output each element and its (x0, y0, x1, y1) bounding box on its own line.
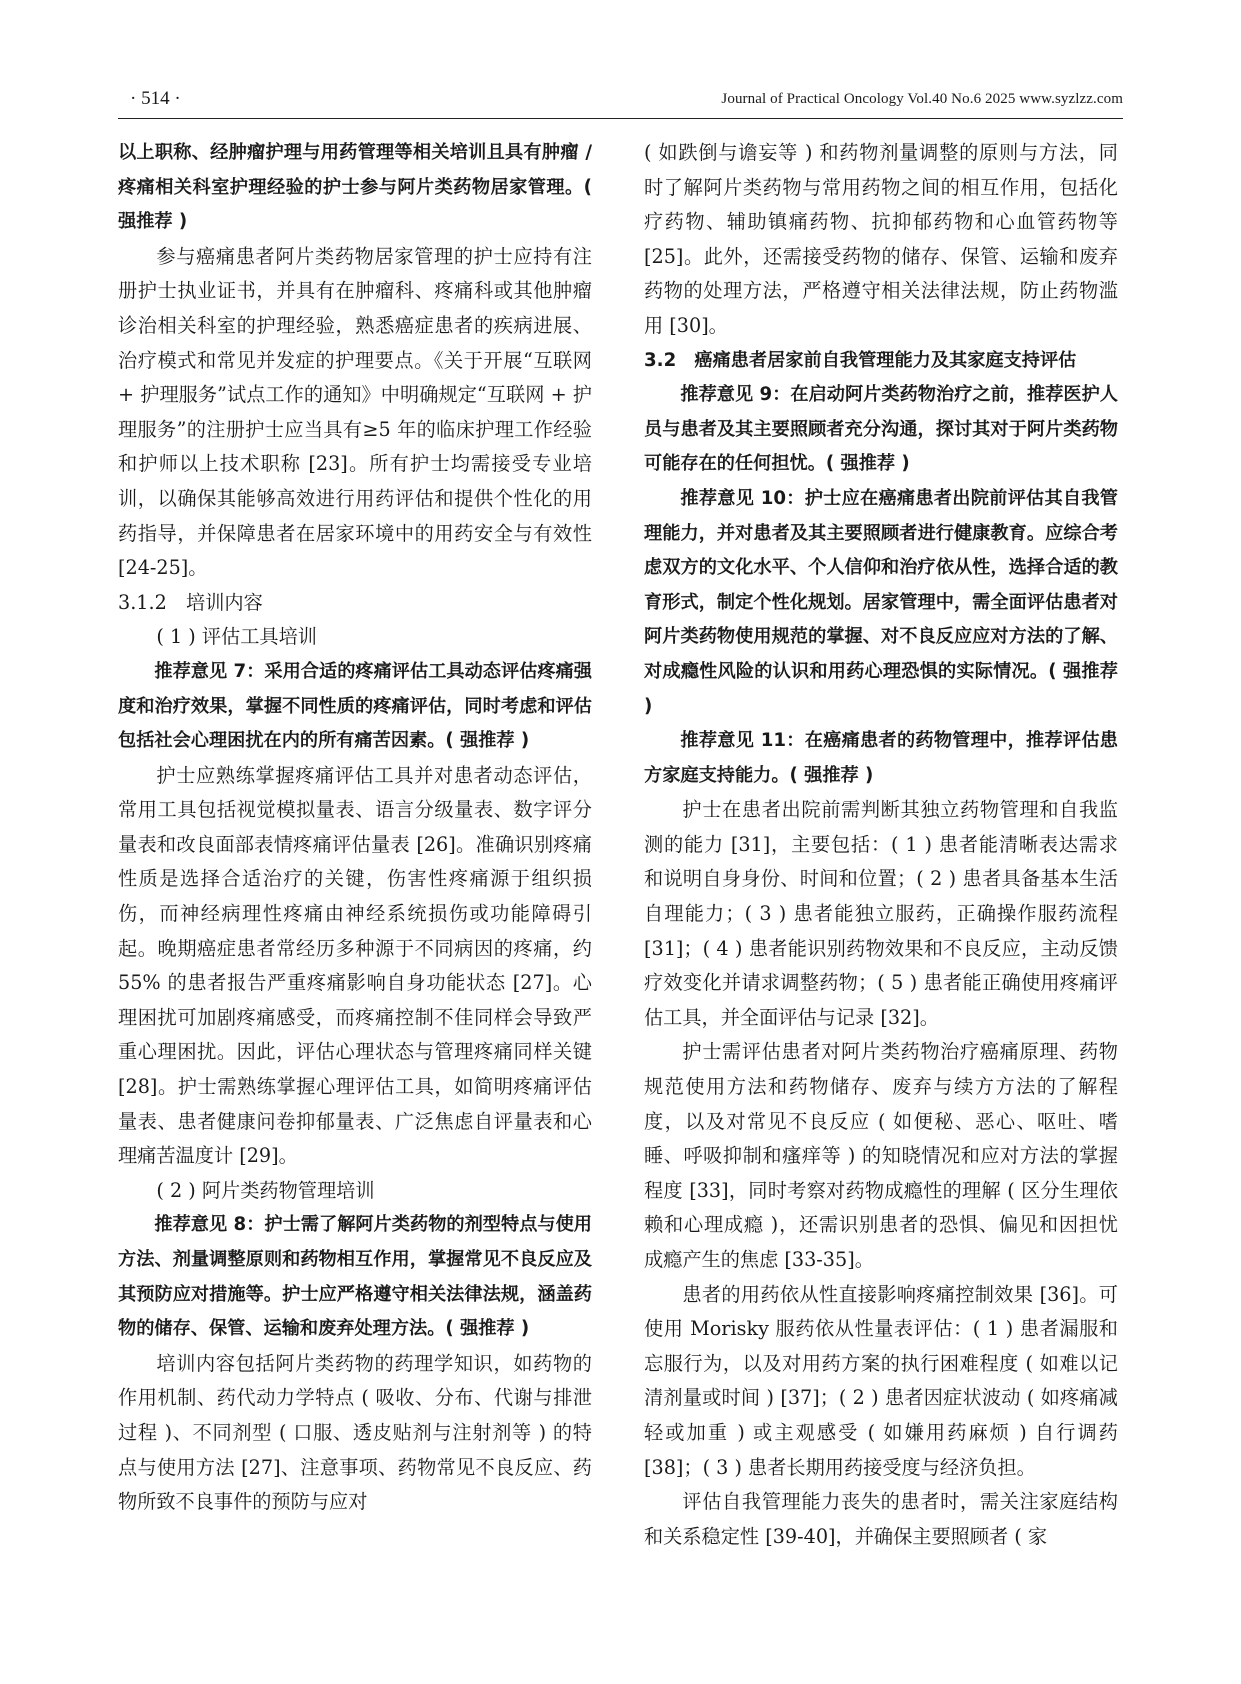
recommendation-7: 推荐意见 7：采用合适的疼痛评估工具动态评估疼痛强度和治疗效果，掌握不同性质的疼痛评估，同时考虑和评估包括社会心理困扰在内的所有痛苦因素。( 强推荐 ) (118, 660, 592, 752)
right-column (644, 136, 1118, 1554)
recommendation-6-continued: 以上职称、经肿瘤护理与用药管理等相关培训且具有肿瘤 / 疼痛相关科室护理经验的护士参与阿片类药物居家管理。( 强推荐 ) (118, 142, 592, 233)
recommendation-11: 推荐意见 11：在癌痛患者的药物管理中，推荐评估患方家庭支持能力。( 强推荐 ) (644, 730, 1118, 786)
section-heading-3-1-2: 3.1.2 培训内容 (118, 590, 263, 614)
paragraph: 评估自我管理能力丧失的患者时，需关注家庭结构和关系稳定性 [39-40]，并确保主要照顾者 ( 家 (644, 1490, 1118, 1548)
running-header (118, 86, 1123, 119)
recommendation-10: 推荐意见 10：护士应在癌痛患者出院前评估其自我管理能力，并对患者及其主要照顾者进行健康教育。应综合考虑双方的文化水平、个人信仰和治疗依从性，选择合适的教育形式，制定个性化规划。居家管理中，需全面评估患者对阿片类药物使用规范的掌握、对不良反应应对方法的了解、对成瘾性风险的认识和用药心理恐惧的实际情况。( 强推荐 ) (644, 487, 1118, 717)
journal-info: Journal of Practical Oncology Vol.40 No.6 2025 www.syzlzz.com (721, 91, 1123, 107)
subheading-opioid-management-training: ( 2 ) 阿片类药物管理培训 (156, 1178, 375, 1202)
recommendation-8: 推荐意见 8：护士需了解阿片类药物的剂型特点与使用方法、剂量调整原则和药物相互作用，掌握常见不良反应及其预防应对措施等。护士应严格遵守相关法律法规，涵盖药物的储存、保管、运输和废弃处理方法。( 强推荐 ) (118, 1214, 592, 1340)
paragraph: 护士在患者出院前需判断其独立药物管理和自我监测的能力 [31]，主要包括：( 1 ) 患者能清晰表达需求和说明自身身份、时间和位置；( 2 ) 患者具备基本生活自理能力；( 3 ) 患者能独立服药，正确操作服药流程 [31]；( 4 ) 患者能识别药物效果和不良反应，主动反馈疗效变化并请求调整药物；( 5 ) 患者能正确使用疼痛评估工具，并全面评估与记录 [32]。 (644, 798, 1118, 1029)
paragraph: 培训内容包括阿片类药物的药理学知识，如药物的作用机制、药代动力学特点 ( 吸收、分布、代谢与排泄过程 )、不同剂型 ( 口服、透皮贴剂与注射剂等 ) 的特点与使用方法 [27]、注意事项、药物常见不良反应、药物所致不良事件的预防与应对 (118, 1351, 592, 1514)
paragraph-continued: ( 如跌倒与谵妄等 ) 和药物剂量调整的原则与方法，同时了解阿片类药物与常用药物之间的相互作用，包括化疗药物、辅助镇痛药物、抗抑郁药物和心血管药物等 [25]。此外，还需接受药物的储存、保管、运输和废弃药物的处理方法，严格遵守相关法律法规，防止药物滥用 [30]。 (644, 141, 1118, 337)
section-heading-3-2: 3.2 癌痛患者居家前自我管理能力及其家庭支持评估 (644, 349, 1077, 371)
subheading-assessment-tool-training: ( 1 ) 评估工具培训 (156, 625, 317, 649)
recommendation-9: 推荐意见 9：在启动阿片类药物治疗之前，推荐医护人员与患者及其主要照顾者充分沟通，探讨其对于阿片类药物可能存在的任何担忧。( 强推荐 ) (644, 384, 1118, 475)
paragraph: 参与癌痛患者阿片类药物居家管理的护士应持有注册护士执业证书，并具有在肿瘤科、疼痛科或其他肿瘤诊治相关科室的护理经验，熟悉癌症患者的疾病进展、治疗模式和常见并发症的护理要点。《关于开展“互联网 + 护理服务”试点工作的通知》中明确规定“互联网 + 护理服务”的注册护士应当具有≥5 年的临床护理工作经验和护师以上技术职称 [23]。所有护士均需接受专业培训，以确保其能够高效进行用药评估和提供个性化的用药指导，并保障患者在居家环境中的用药安全与有效性 [24-25]。 (118, 244, 592, 580)
paragraph: 护士需评估患者对阿片类药物治疗癌痛原理、药物规范使用方法和药物储存、废弃与续方方法的了解程度，以及对常见不良反应 ( 如便秘、恶心、呕吐、嗜睡、呼吸抑制和瘙痒等 ) 的知晓情况和应对方法的掌握程度 [33]，同时考察对药物成瘾性的理解 ( 区分生理依赖和心理成瘾 )，还需识别患者的恐惧、偏见和因担忧成瘾产生的焦虑 [33-35]。 (644, 1040, 1118, 1271)
paragraph: 护士应熟练掌握疼痛评估工具并对患者动态评估，常用工具包括视觉模拟量表、语言分级量表、数字评分量表和改良面部表情疼痛评估量表 [26]。准确识别疼痛性质是选择合适治疗的关键，伤害性疼痛源于组织损伤，而神经病理性疼痛由神经系统损伤或功能障碍引起。晚期癌症患者常经历多种源于不同病因的疼痛，约 55% 的患者报告严重疼痛影响自身功能状态 [27]。心理困扰可加剧疼痛感受，而疼痛控制不佳同样会导致严重心理困扰。因此，评估心理状态与管理疼痛同样关键 [28]。护士需熟练掌握心理评估工具，如简明疼痛评估量表、患者健康问卷抑郁量表、广泛焦虑自评量表和心理痛苦温度计 [29]。 (118, 763, 592, 1168)
page-number: · 514 · (130, 88, 181, 109)
paragraph: 患者的用药依从性直接影响疼痛控制效果 [36]。可使用 Morisky 服药依从性量表评估：( 1 ) 患者漏服和忘服行为，以及对用药方案的执行困难程度 ( 如难以记清剂量或时间 ) [37]；( 2 ) 患者因症状波动 ( 如疼痛减轻或加重 ) 或主观感受 ( 如嫌用药麻烦 ) 自行调药 [38]；( 3 ) 患者长期用药接受度与经济负担。 (644, 1282, 1118, 1479)
left-column (118, 136, 592, 1520)
